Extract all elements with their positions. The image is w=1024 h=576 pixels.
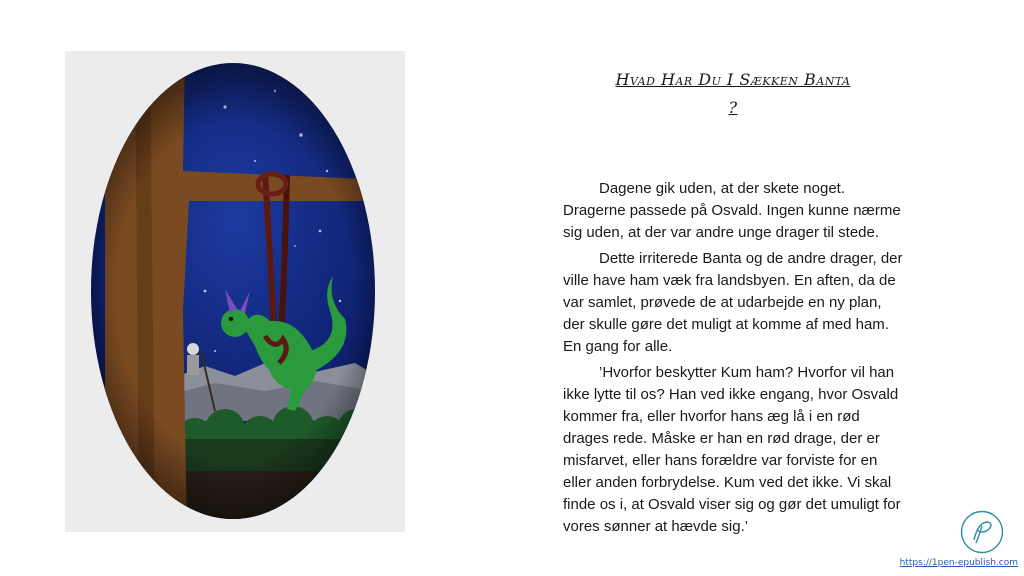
chapter-title-line1: Hvad Har Du I Sækken Banta xyxy=(615,70,851,89)
story-text xyxy=(563,178,903,538)
paragraph-2: Dette irriterede Banta og de andre drager, der ville have ham væk fra landsbyen. En aften, da de var samlet, prøvede de at udarbejde en ny plan, der skulle gøre det muligt at komme af med ham. En gang for alle. xyxy=(563,250,903,355)
night-dragon-scene xyxy=(65,51,405,532)
paragraph-3: ’Hvorfor beskytter Kum ham? Hvorfor vil han ikke lytte til os? Han ved ikke engang, hvor Osvald kommer fra, eller hvorfor hans æg lå i en rød drages rede. Måske er han en rød drage, der er misfarvet, eller hans forældre var forviste for en eller anden forbrydelse. Kum ved det ikke. Vi skal finde os i, at Osvald viser sig og gør det umuligt for vores sønner at hævde sig.’ xyxy=(563,364,901,535)
publisher-link[interactable]: https://1pen-epublish.com xyxy=(899,558,1018,568)
paragraph-1: Dagene gik uden, at der skete noget. Dragerne passede på Osvald. Ingen kunne nærme sig uden, at der var andre unge drager til stede. xyxy=(563,180,901,241)
text-page xyxy=(563,66,903,542)
chapter-title xyxy=(563,66,903,122)
story-illustration xyxy=(65,51,405,532)
chapter-title-line2: ? xyxy=(728,98,738,117)
pen-monogram-icon xyxy=(960,510,1004,554)
